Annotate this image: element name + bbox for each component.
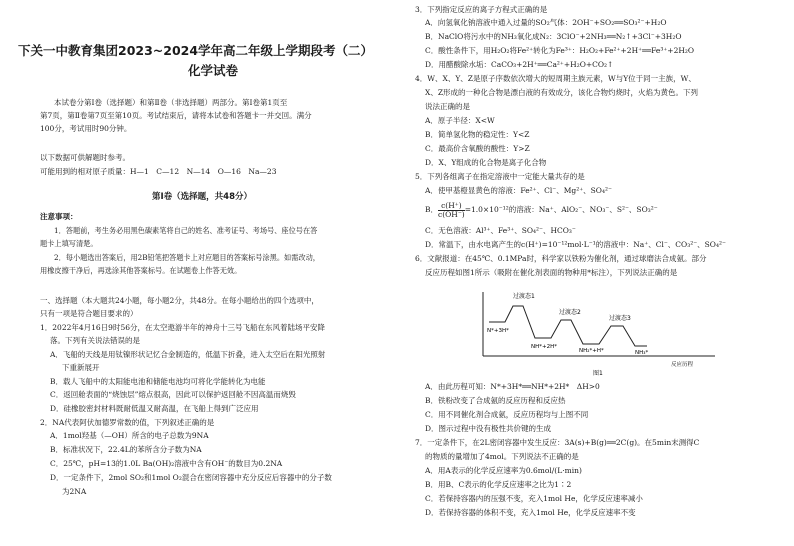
q5-option-b-prefix: B． (425, 205, 439, 214)
q2-option-d: D．一定条件下，2mol SO₂和1mol O₂混合在密闭容器中充分反应后容器中的分子数 (50, 473, 332, 482)
x-axis-label: 反应历程 (671, 362, 694, 368)
intro-line: 本试卷分第Ⅰ卷（选择题）和第Ⅱ卷（非选择题）两部分。第Ⅰ卷第1页至 (54, 98, 288, 107)
figure-caption: 图1 (593, 370, 603, 376)
q7-option-b: B．用B、C表示的化学反应速率之比为1∶2 (425, 480, 572, 489)
q7-option-d: D．若保持容器的体积不变，充入1mol He，化学反应速率不变 (425, 508, 636, 517)
q7-option-c: C．若保持容器内的压强不变，充入1mol He，化学反应速率减小 (425, 494, 643, 503)
q5-stem: 5．下列各组离子在指定溶液中一定能大量共存的是 (415, 172, 585, 181)
q4-option-c: C．最高价含氧酸的酸性：Y>Z (425, 144, 530, 153)
q2-option-d: 为2NA (62, 487, 87, 496)
q5-option-b (425, 199, 658, 221)
data-intro: 以下数据可供解题时参考。 (40, 153, 130, 162)
q1-option-a: 下重新展开 (62, 363, 100, 372)
part1-header: 一、选择题（本大题共24小题，每小题2分，共48分。在每小题给出的四个选项中， (40, 296, 319, 305)
q3-option-d: D．用醋酸除水垢：CaCO₃+2H⁺══Ca²⁺+H₂O+CO₂↑ (425, 60, 614, 69)
intro-line: 第7页，第Ⅱ卷第7页至第10页。考试结束后，请将本试卷和答题卡一并交回。满分 (40, 111, 312, 120)
note-line: 2．每小题选出答案后，用2B铅笔把答题卡上对应题目的答案标号涂黑。如需改动， (54, 253, 320, 262)
q3-option-a: A．向氢氧化钠溶液中通入过量的SO₂气体：2OH⁻+SO₂══SO₃²⁻+H₂O (425, 18, 667, 27)
reaction-energy-diagram (475, 286, 725, 376)
q7-stem: 的物质的量增加了4mol。下列说法不正确的是 (425, 452, 579, 461)
q4-option-b: B．简单氢化物的稳定性：Y<Z (425, 130, 530, 139)
transition-state-3-label: 过渡态3 (609, 315, 631, 322)
q1-option-d: D．硅橡胶密封材料既耐低温又耐高温，在飞船上得到广泛应用 (50, 404, 259, 413)
q6-stem: 6．文献报道：在45℃、0.1MPa时，科学家以铁粉为催化剂，通过球磨法合成氨。部分 (415, 254, 707, 263)
q4-stem: 说法正确的是 (425, 102, 470, 111)
q1-stem: 落。下列有关说法错误的是 (50, 336, 140, 345)
q1-option-a: A．飞船的天线是用钛镍形状记忆合金制造的，低温下折叠，进入太空后在阳光照射 (50, 350, 326, 359)
q5-option-c: C．无色溶液：Al³⁺、Fe³⁺、SO₄²⁻、HCO₃⁻ (425, 226, 576, 235)
q4-option-d: D．X、Y组成的化合物是离子化合物 (425, 158, 547, 167)
q6-option-d: D．图示过程中没有极性共价键的生成 (425, 424, 552, 433)
notes-title: 注意事项： (40, 212, 78, 221)
atomic-masses: 可能用到的相对原子质量：H—1 C—12 N—14 O—16 Na—23 (40, 167, 277, 176)
q7-option-a: A．用A表示的化学反应速率为0.6mol/(L·min) (425, 466, 582, 475)
note-line: 1．答题前，考生务必用黑色碳素笔将自己的姓名、准考证号、考场号、座位号在答 (54, 226, 318, 235)
q3-option-c: C．酸性条件下，用H₂O₂将Fe²⁺转化为Fe³⁺：H₂O₂+Fe²⁺+2H⁺══Fe³⁺+2H₂O (425, 46, 695, 55)
q3-stem: 3．下列指定反应的离子方程式正确的是 (415, 5, 548, 14)
q6-stem: 反应历程如图1所示（吸附在催化剂表面的物种用*标注），下列说法正确的是 (425, 268, 678, 277)
q2-option-b: B．标准状况下，22.4L的苯所含分子数为NA (50, 445, 202, 454)
q6-option-b: B．铁粉改变了合成氨的反应历程和反应热 (425, 396, 566, 405)
intro-line: 100分，考试用时90分钟。 (40, 124, 132, 133)
q4-option-a: A．原子半径：X<W (425, 116, 495, 125)
q1-option-b: B．载人飞船中的太阳能电池和储能电池均可将化学能转化为电能 (50, 377, 266, 386)
species-label: NH*+2H* (531, 344, 557, 350)
transition-state-1-label: 过渡态1 (513, 293, 535, 300)
exam-subtitle: 化学试卷 (188, 63, 239, 78)
transition-state-2-label: 过渡态2 (559, 309, 581, 316)
fraction-numerator: c(H⁺) (438, 202, 465, 211)
q7-stem: 7．一定条件下，在2L密闭容器中发生反应：3A(s)+B(g)══2C(g)。在5min末测得C (415, 438, 700, 447)
note-line: 题卡上填写清楚。 (40, 239, 98, 248)
q1-stem: 1．2022年4月16日9时56分，在太空遨游半年的神舟十三号飞船在东风着陆场平安降 (40, 323, 325, 332)
part1-header: 只有一项是符合题目要求的） (40, 309, 138, 318)
fraction-denominator: c(OH⁻) (438, 209, 465, 219)
q6-option-a: A．由此历程可知：N*+3H*══NH*+2H* ΔH>0 (425, 382, 600, 391)
q2-stem: 2．NA代表阿伏加德罗常数的值，下列叙述正确的是 (40, 418, 215, 427)
q4-stem: X、Z形成的一种化合物是漂白液的有效成分，该化合物灼烧时，火焰为黄色。下列 (425, 88, 699, 97)
section1-title: 第Ⅰ卷（选择题，共48分） (152, 192, 252, 202)
ion-ratio-fraction (438, 202, 465, 219)
q2-option-c: C．25℃，pH=13的1.0L Ba(OH)₂溶液中含有OH⁻的数目为0.2NA (50, 459, 283, 468)
species-label: NH₃* (635, 350, 649, 356)
q2-option-a: A．1mol羟基（—OH）所含的电子总数为9NA (50, 431, 209, 440)
q4-stem: 4．W、X、Y、Z是原子序数依次增大的短周期主族元素，W与Y位于同一主族，W、 (415, 74, 696, 83)
q5-option-a: A．使甲基橙显黄色的溶液：Fe²⁺、Cl⁻、Mg²⁺、SO₄²⁻ (425, 186, 612, 195)
species-label: NH₂*+H* (579, 348, 604, 354)
exam-title: 下关一中教育集团2023~2024学年高二年级上学期段考（二） (18, 43, 374, 58)
note-line: 用橡皮擦干净后，再选涂其他答案标号。在试题卷上作答无效。 (40, 266, 242, 275)
q6-option-c: C．用不同催化剂合成氨，反应历程均与上图不同 (425, 410, 589, 419)
q5-option-b-rest: =1.0×10⁻¹²的溶液：Na⁺、AlO₂⁻、NO₃⁻、S²⁻、SO₃²⁻ (464, 205, 658, 214)
q5-option-d: D．常温下，由水电离产生的c(H⁺)=10⁻¹²mol·L⁻¹的溶液中：Na⁺、Cl⁻、CO₃²⁻、SO₄²⁻ (425, 240, 726, 249)
q3-option-b: B．NaClO将污水中的NH₃氧化成N₂：3ClO⁻+2NH₃══N₂↑+3Cl⁻+3H₂O (425, 32, 682, 41)
species-label: N*+3H* (487, 328, 509, 334)
q1-option-c: C．返回舱表面的“烧蚀层”熔点很高，因此可以保护返回舱不因高温而烧毁 (50, 390, 296, 399)
